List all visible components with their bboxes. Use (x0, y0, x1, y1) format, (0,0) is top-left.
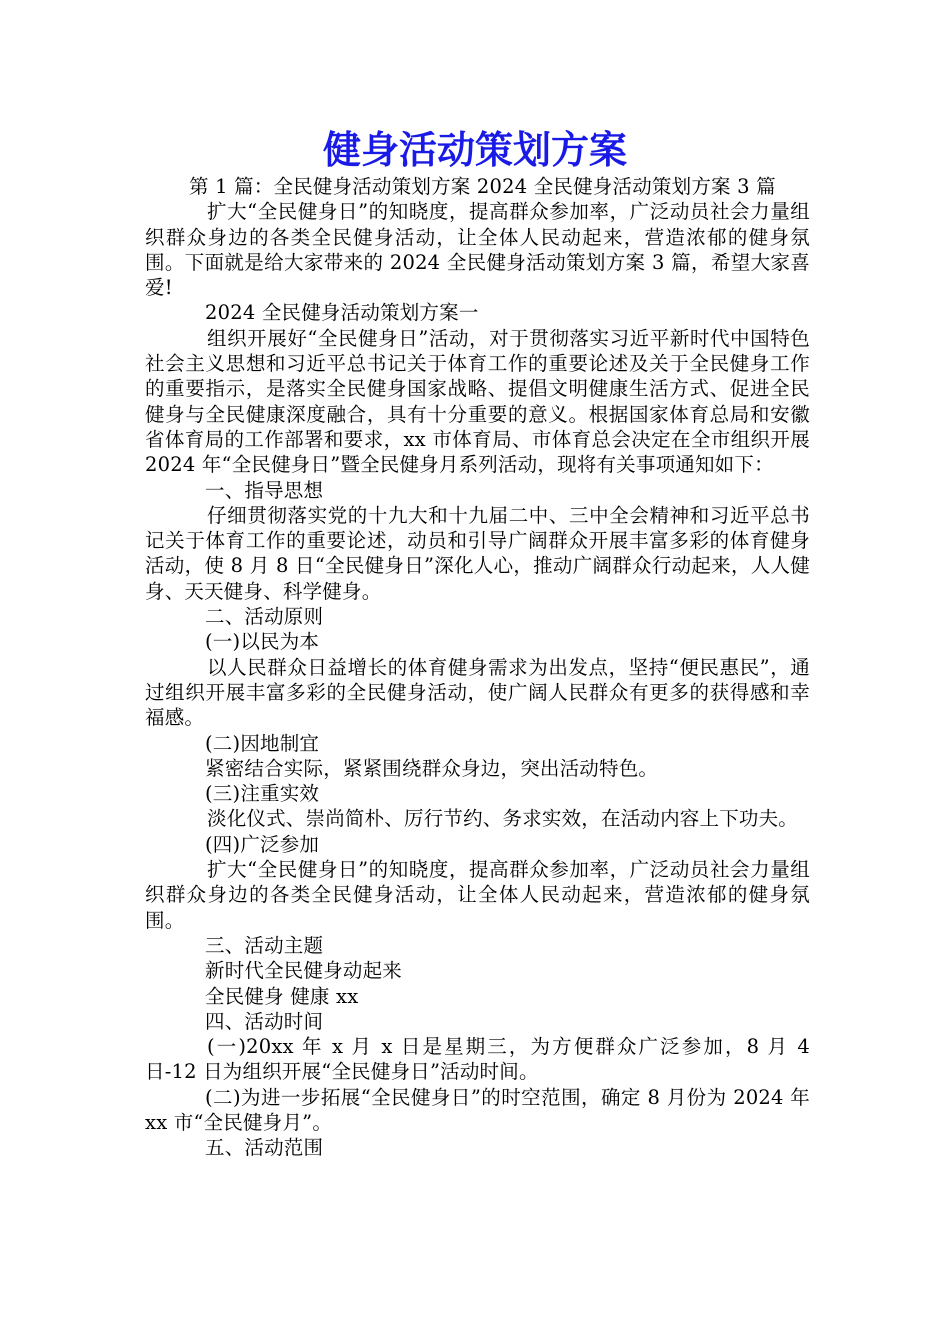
section-heading: 三、活动主题 (205, 933, 324, 957)
section-heading: 二、活动原则 (205, 605, 324, 629)
document-title: 健身活动策划方案 (322, 128, 627, 172)
paragraph: 紧密结合实际，紧紧围绕群众身边，突出活动特色。 (205, 756, 659, 780)
document-body (145, 174, 810, 1161)
sub-heading: (三)注重实效 (205, 782, 320, 806)
paragraph: 仔细贯彻落实党的十九大和十九届二中、三中全会精神和习近平总书记关于体育工作的重要论述，动员和引导广阔群众开展丰富多彩的体育健身活动，使 8 月 8 日“全民健身日”深化人心，推动广阔群众行动起来，人人健身、天天健身、科学健身。 (145, 503, 810, 603)
paragraph: 扩大“全民健身日”的知晓度，提高群众参加率，广泛动员社会力量组织群众身边的各类全民健身活动，让全体人民动起来，营造浓郁的健身氛围。 (145, 858, 810, 932)
paragraph: 组织开展好“全民健身日”活动，对于贯彻落实习近平新时代中国特色社会主义思想和习近平总书记关于体育工作的重要论述及关于全民健身工作的重要指示，是落实全民健身国家战略、提倡文明健康生活方式、促进全民健身与全民健康深度融合，具有十分重要的意义。根据国家体育总局和安徽省体育局的工作部署和要求，xx 市体育局、市体育总会决定在全市组织开展 2024 年“全民健身日”暨全民健身月系列活动，现将有关事项通知如下： (145, 326, 810, 477)
paragraph: 扩大“全民健身日”的知晓度，提高群众参加率，广泛动员社会力量组织群众身边的各类全民健身活动，让全体人民动起来，营造浓郁的健身氛围。下面就是给大家带来的 2024 全民健身活动策划方案 3 篇，希望大家喜爱! (145, 200, 810, 300)
sub-heading: (四)广泛参加 (205, 832, 320, 856)
section-heading: 2024 全民健身活动策划方案一 (205, 301, 479, 325)
section-heading: 五、活动范围 (205, 1136, 324, 1160)
paragraph: 以人民群众日益增长的体育健身需求为出发点，坚持“便民惠民”，通过组织开展丰富多彩的全民健身活动，使广阔人民群众有更多的获得感和幸福感。 (145, 655, 810, 730)
paragraph: (一)20xx 年 x 月 x 日是星期三，为方便群众广泛参加，8 月 4 日-12 日为组织开展“全民健身日”活动时间。 (145, 1035, 810, 1084)
paragraph: 淡化仪式、崇尚简朴、厉行节约、务求实效，在活动内容上下功夫。 (207, 807, 799, 831)
theme-line: 新时代全民健身动起来 (205, 959, 403, 983)
article-intro-line: 第 1 篇：全民健身活动策划方案 2024 全民健身活动策划方案 3 篇 (189, 175, 776, 198)
theme-line: 全民健身 健康 xx (205, 984, 359, 1008)
section-heading: 一、指导思想 (205, 478, 324, 502)
sub-heading: (二)因地制宜 (205, 731, 320, 755)
sub-heading: (一)以民为本 (205, 630, 320, 654)
section-heading: 四、活动时间 (205, 1009, 324, 1033)
paragraph: (二)为进一步拓展“全民健身日”的时空范围，确定 8 月份为 2024 年 xx 市“全民健身月”。 (145, 1085, 810, 1134)
